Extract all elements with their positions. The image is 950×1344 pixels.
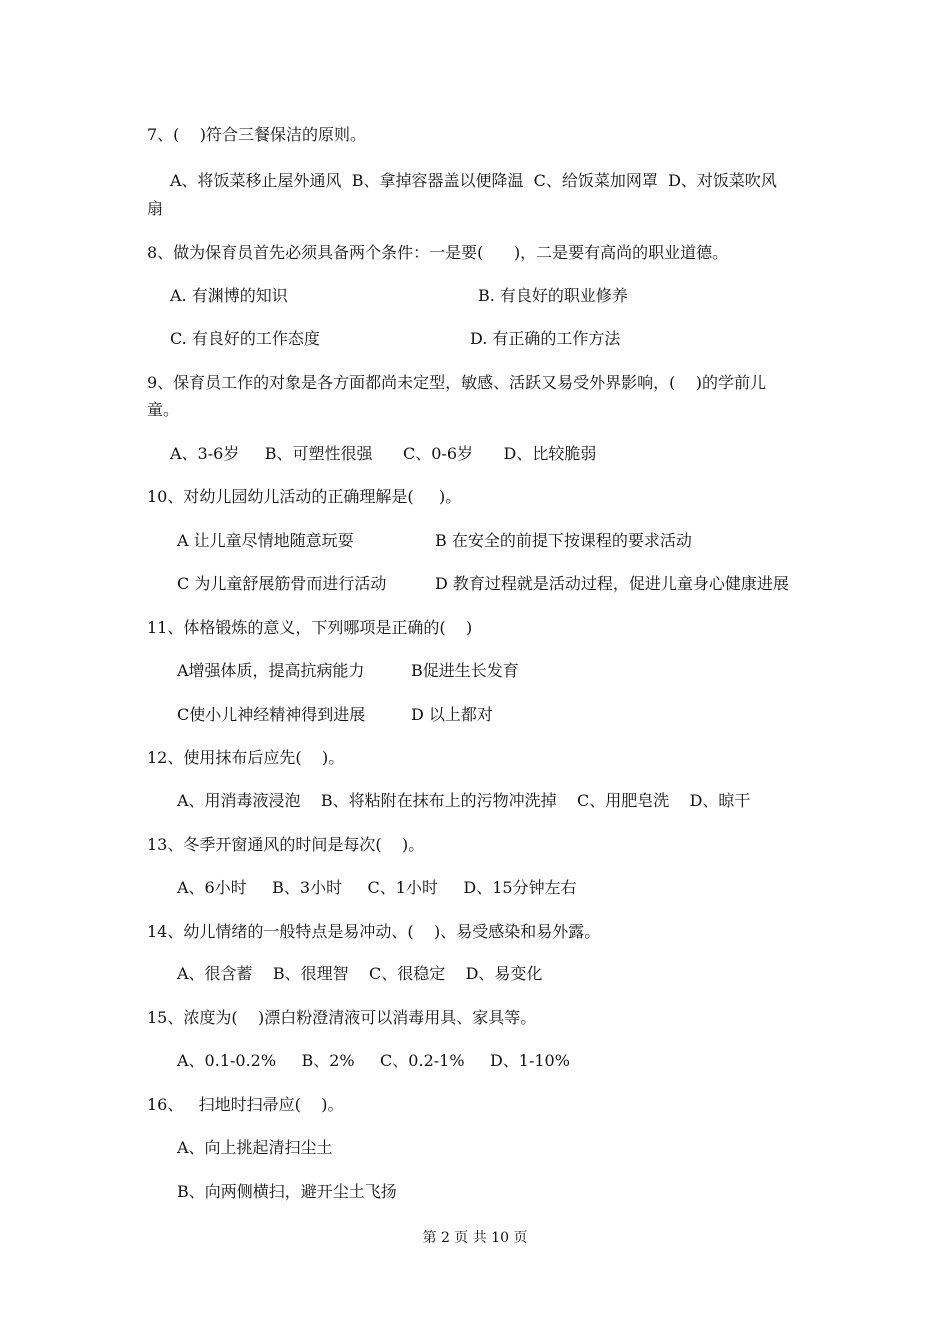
question-16-option-b: B、向两侧横扫，避开尘土飞扬 bbox=[177, 1182, 397, 1201]
question-13-stem: 13、冬季开窗通风的时间是每次( )。 bbox=[147, 835, 425, 854]
question-14-options: A、很含蓄 B、很理智 C、很稳定 D、易变化 bbox=[177, 964, 543, 983]
question-11-option-a: A增强体质，提高抗病能力 bbox=[177, 661, 365, 680]
question-10-option-d: D 教育过程就是活动过程，促进儿童身心健康进展 bbox=[435, 574, 789, 593]
question-11-option-c: C使小儿神经精神得到进展 bbox=[177, 705, 366, 724]
question-8-option-d: D. 有正确的工作方法 bbox=[470, 329, 621, 348]
question-12-stem: 12、使用抹布后应先( )。 bbox=[147, 748, 345, 767]
question-7-options: A、将饭菜移止屋外通风 B、拿掉容器盖以便降温 C、给饭菜加网罩 D、对饭菜吹风 bbox=[170, 171, 777, 190]
page-number: 第 2 页 共 10 页 bbox=[422, 1230, 528, 1246]
question-10-option-a: A 让儿童尽情地随意玩耍 bbox=[177, 531, 354, 550]
question-11-option-d: D 以上都对 bbox=[411, 705, 493, 724]
question-9-stem-cont: 童。 bbox=[147, 400, 180, 419]
question-8-option-c: C. 有良好的工作态度 bbox=[170, 329, 320, 348]
question-13-options: A、6小时 B、3小时 C、1小时 D、15分钟左右 bbox=[177, 878, 577, 897]
question-16-option-a: A、向上挑起清扫尘土 bbox=[177, 1138, 333, 1157]
question-14-stem: 14、幼儿情绪的一般特点是易冲动、( )、易受感染和易外露。 bbox=[147, 922, 601, 941]
question-11-option-b: B促进生长发育 bbox=[411, 661, 519, 680]
question-7-stem: 7、( )符合三餐保洁的原则。 bbox=[147, 125, 367, 144]
question-12-options: A、用消毒液浸泡 B、将粘附在抹布上的污物冲洗掉 C、用肥皂洗 D、晾干 bbox=[177, 791, 751, 810]
question-16-stem: 16、 扫地时扫帚应( )。 bbox=[147, 1095, 344, 1114]
question-9-stem: 9、保育员工作的对象是各方面都尚未定型，敏感、活跃又易受外界影响，( )的学前儿 bbox=[147, 373, 767, 392]
question-8-option-a: A. 有渊博的知识 bbox=[170, 286, 288, 305]
question-10-option-c: C 为儿童舒展筋骨而进行活动 bbox=[177, 574, 387, 593]
question-10-option-b: B 在安全的前提下按课程的要求活动 bbox=[435, 531, 692, 550]
question-15-stem: 15、浓度为( )漂白粉澄清液可以消毒用具、家具等。 bbox=[147, 1008, 537, 1027]
question-8-stem: 8、做为保育员首先必须具备两个条件：一是要( )，二是要有高尚的职业道德。 bbox=[147, 243, 729, 262]
question-11-stem: 11、体格锻炼的意义，下列哪项是正确的( ) bbox=[147, 618, 473, 637]
question-15-options: A、0.1-0.2% B、2% C、0.2-1% D、1-10% bbox=[177, 1051, 570, 1070]
question-10-stem: 10、对幼儿园幼儿活动的正确理解是( )。 bbox=[147, 487, 462, 506]
question-9-options: A、3-6岁 B、可塑性很强 C、0-6岁 D、比较脆弱 bbox=[170, 444, 597, 463]
question-8-option-b: B. 有良好的职业修养 bbox=[478, 286, 628, 305]
question-7-options-cont: 扇 bbox=[147, 199, 164, 218]
